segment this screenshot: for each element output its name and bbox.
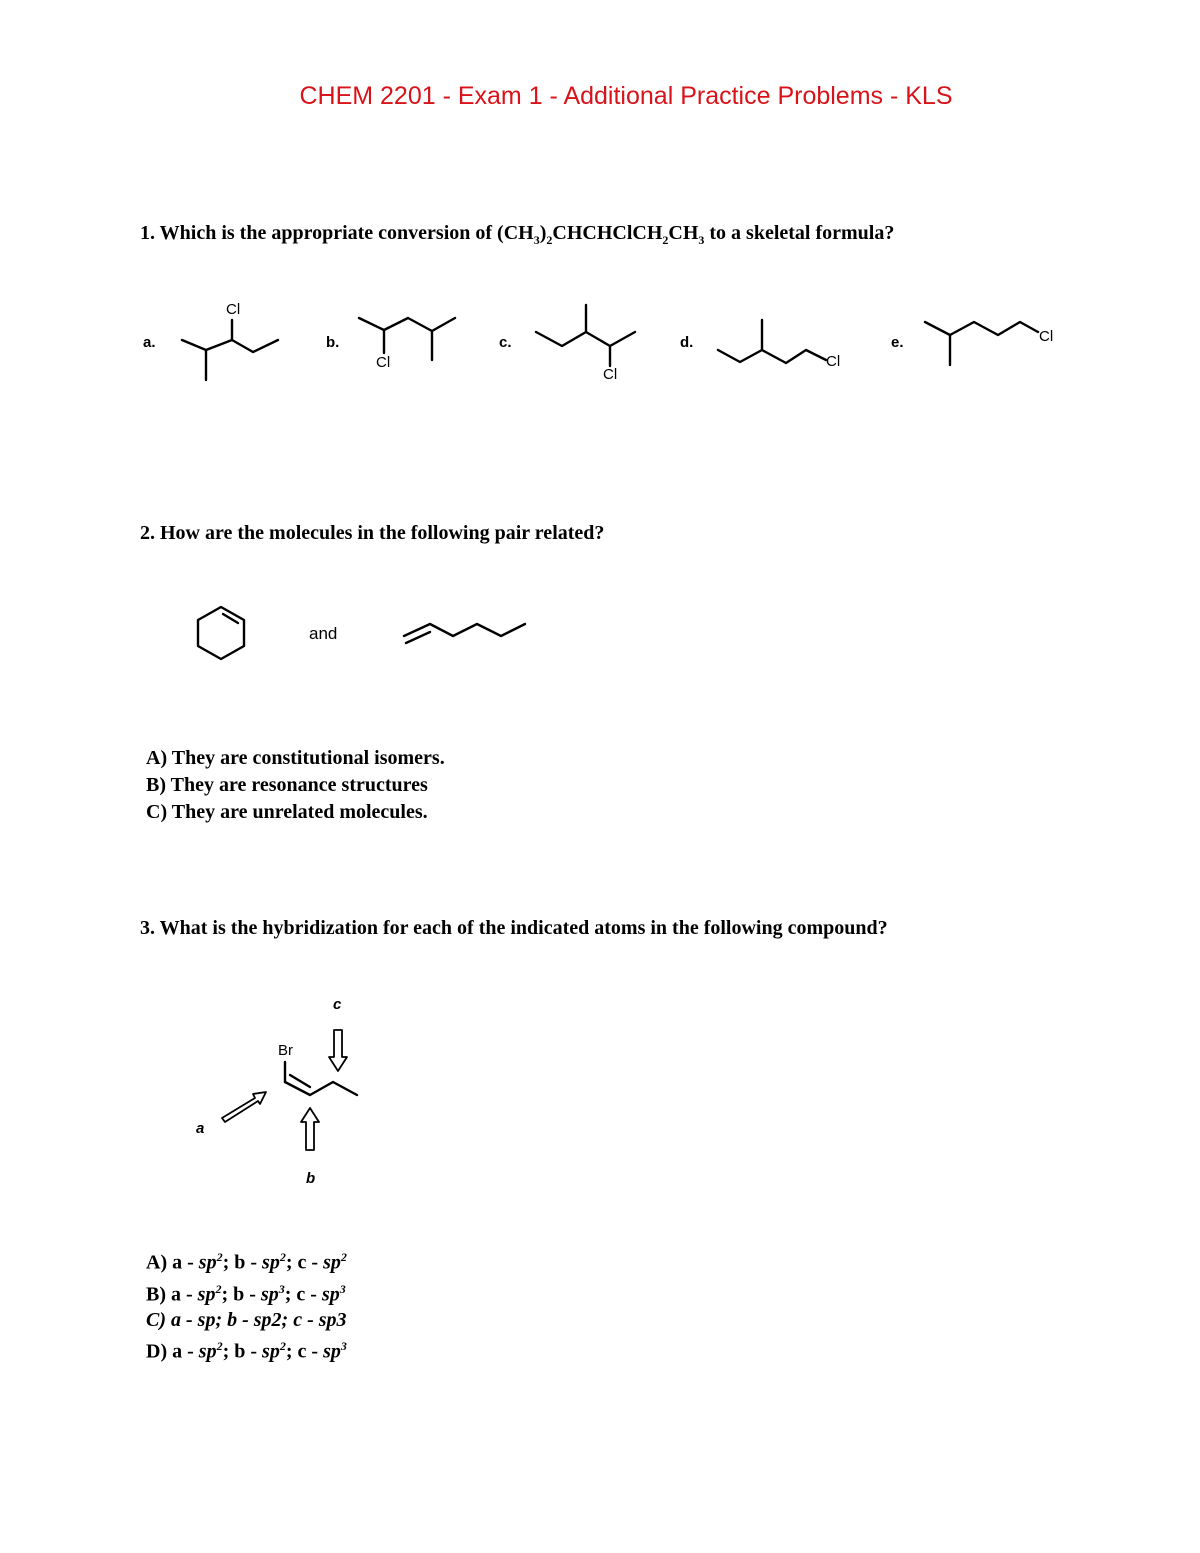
molecule-a-cl: Cl — [226, 301, 241, 318]
molecule-e-cl: Cl — [1039, 328, 1054, 345]
q3-answer-d: D) a - $sp^2$; b - $sp^2$; c - $sp^3$ — [146, 1339, 347, 1363]
page-title: CHEM 2201 - Exam 1 - Additional Practice Problems - KLS — [299, 82, 953, 110]
q3-d-atom-c: c — [297, 1340, 307, 1363]
q3-a-hyb-a-exp: 2 — [216, 1250, 223, 1264]
q1-sub-2: 2 — [546, 233, 553, 247]
q3-d-atom-a: a — [172, 1340, 183, 1363]
q3-a-atom-b: b — [234, 1251, 246, 1274]
cyclohexene-structure — [198, 607, 244, 659]
molecule-b-skeleton — [359, 318, 455, 360]
q1-sub-3: 2 — [662, 233, 669, 247]
bromine-atom: Br — [278, 1042, 293, 1059]
option-e-label: e. — [891, 334, 904, 351]
molecule-e-skeleton — [925, 322, 1038, 365]
q3-a-hyb-b: sp — [262, 1251, 280, 1274]
molecule-d-skeleton — [718, 320, 826, 363]
q3-answer-b: B) a - $sp^2$; b - $sp^3$; c - $sp^3$ — [146, 1281, 346, 1306]
q3-answer-a: A) a - $sp^2$; b - $sp^2$; c - $sp^2$ — [146, 1250, 347, 1274]
q3-a-hyb-b-exp: 2 — [279, 1250, 286, 1264]
q1-mid-1: ) — [539, 222, 547, 244]
option-d-label: d. — [680, 334, 694, 351]
q3-b-hyb-b: sp — [260, 1283, 279, 1306]
q3-b-hyb-a: sp — [197, 1283, 216, 1306]
q2-answer-a: A) They are constitutional isomers. — [146, 747, 445, 769]
q3-b-hyb-c: sp — [321, 1283, 340, 1306]
q1-prefix: 1. Which is the appropriate conversion of (CH — [140, 222, 534, 244]
molecule-c-skeleton — [536, 305, 635, 366]
q3-b-prefix: B) — [146, 1283, 171, 1306]
molecule-d-cl: Cl — [826, 353, 841, 370]
question-2-text: 2. How are the molecules in the following pair related? — [140, 522, 605, 544]
q3-b-atom-a: a — [171, 1283, 181, 1306]
q1-mid-3: CH — [668, 222, 699, 244]
option-b-label: b. — [326, 334, 340, 351]
and-connector: and — [309, 624, 338, 643]
q2-answer-c: C) They are unrelated molecules. — [146, 801, 428, 823]
q3-a-hyb-c: sp — [323, 1251, 341, 1274]
arrow-c-icon — [329, 1030, 347, 1071]
q3-d-hyb-a: sp — [198, 1340, 217, 1363]
q3-d-hyb-b: sp — [262, 1340, 280, 1363]
q3-b-hyb-a-exp: 2 — [215, 1281, 222, 1296]
molecule-a-skeleton — [182, 320, 278, 380]
option-c-label: c. — [499, 334, 512, 351]
q1-mid-2: CHCHClCH — [552, 222, 663, 244]
question-3-text: 3. What is the hybridization for each of the indicated atoms in the following compound? — [140, 917, 888, 939]
q3-a-hyb-c-exp: 2 — [340, 1250, 347, 1264]
q3-b-hyb-b-exp: 3 — [278, 1281, 285, 1296]
molecule-c-cl: Cl — [603, 366, 618, 383]
q2-answer-b: B) They are resonance structures — [146, 774, 428, 796]
hexene-structure — [404, 624, 525, 643]
q3-d-atom-b: b — [234, 1340, 246, 1363]
q3-a-atom-a: a — [172, 1251, 183, 1274]
q3-answer-c: C) a - sp; b - sp2; c - sp3 — [146, 1309, 347, 1332]
q3-b-atom-c: c — [296, 1283, 306, 1306]
q3-d-hyb-c: sp — [323, 1340, 341, 1363]
bromo-alkene-structure — [285, 1062, 357, 1095]
option-a-label: a. — [143, 334, 156, 351]
pointer-label-b: b — [306, 1170, 316, 1187]
q3-d-hyb-a-exp: 2 — [216, 1339, 223, 1354]
molecule-b-cl: Cl — [376, 354, 391, 371]
pointer-label-a: a — [196, 1120, 205, 1137]
q3-d-hyb-b-exp: 2 — [279, 1339, 286, 1354]
q3-a-hyb-a: sp — [198, 1251, 217, 1274]
q3-a-atom-c: c — [297, 1251, 307, 1274]
q3-b-atom-b: b — [233, 1283, 245, 1306]
q3-a-prefix: A) — [146, 1251, 173, 1274]
arrow-b-icon — [301, 1108, 319, 1150]
q1-suffix: to a skeletal formula? — [704, 222, 895, 244]
pointer-label-c: c — [333, 996, 342, 1013]
q3-d-prefix: D) — [146, 1340, 173, 1363]
q3-b-hyb-c-exp: 3 — [339, 1281, 346, 1296]
arrow-a-icon — [222, 1092, 266, 1122]
q1-sub-1: 3 — [533, 233, 540, 247]
q3-d-hyb-c-exp: 3 — [340, 1339, 347, 1354]
q1-sub-4: 3 — [698, 233, 705, 247]
